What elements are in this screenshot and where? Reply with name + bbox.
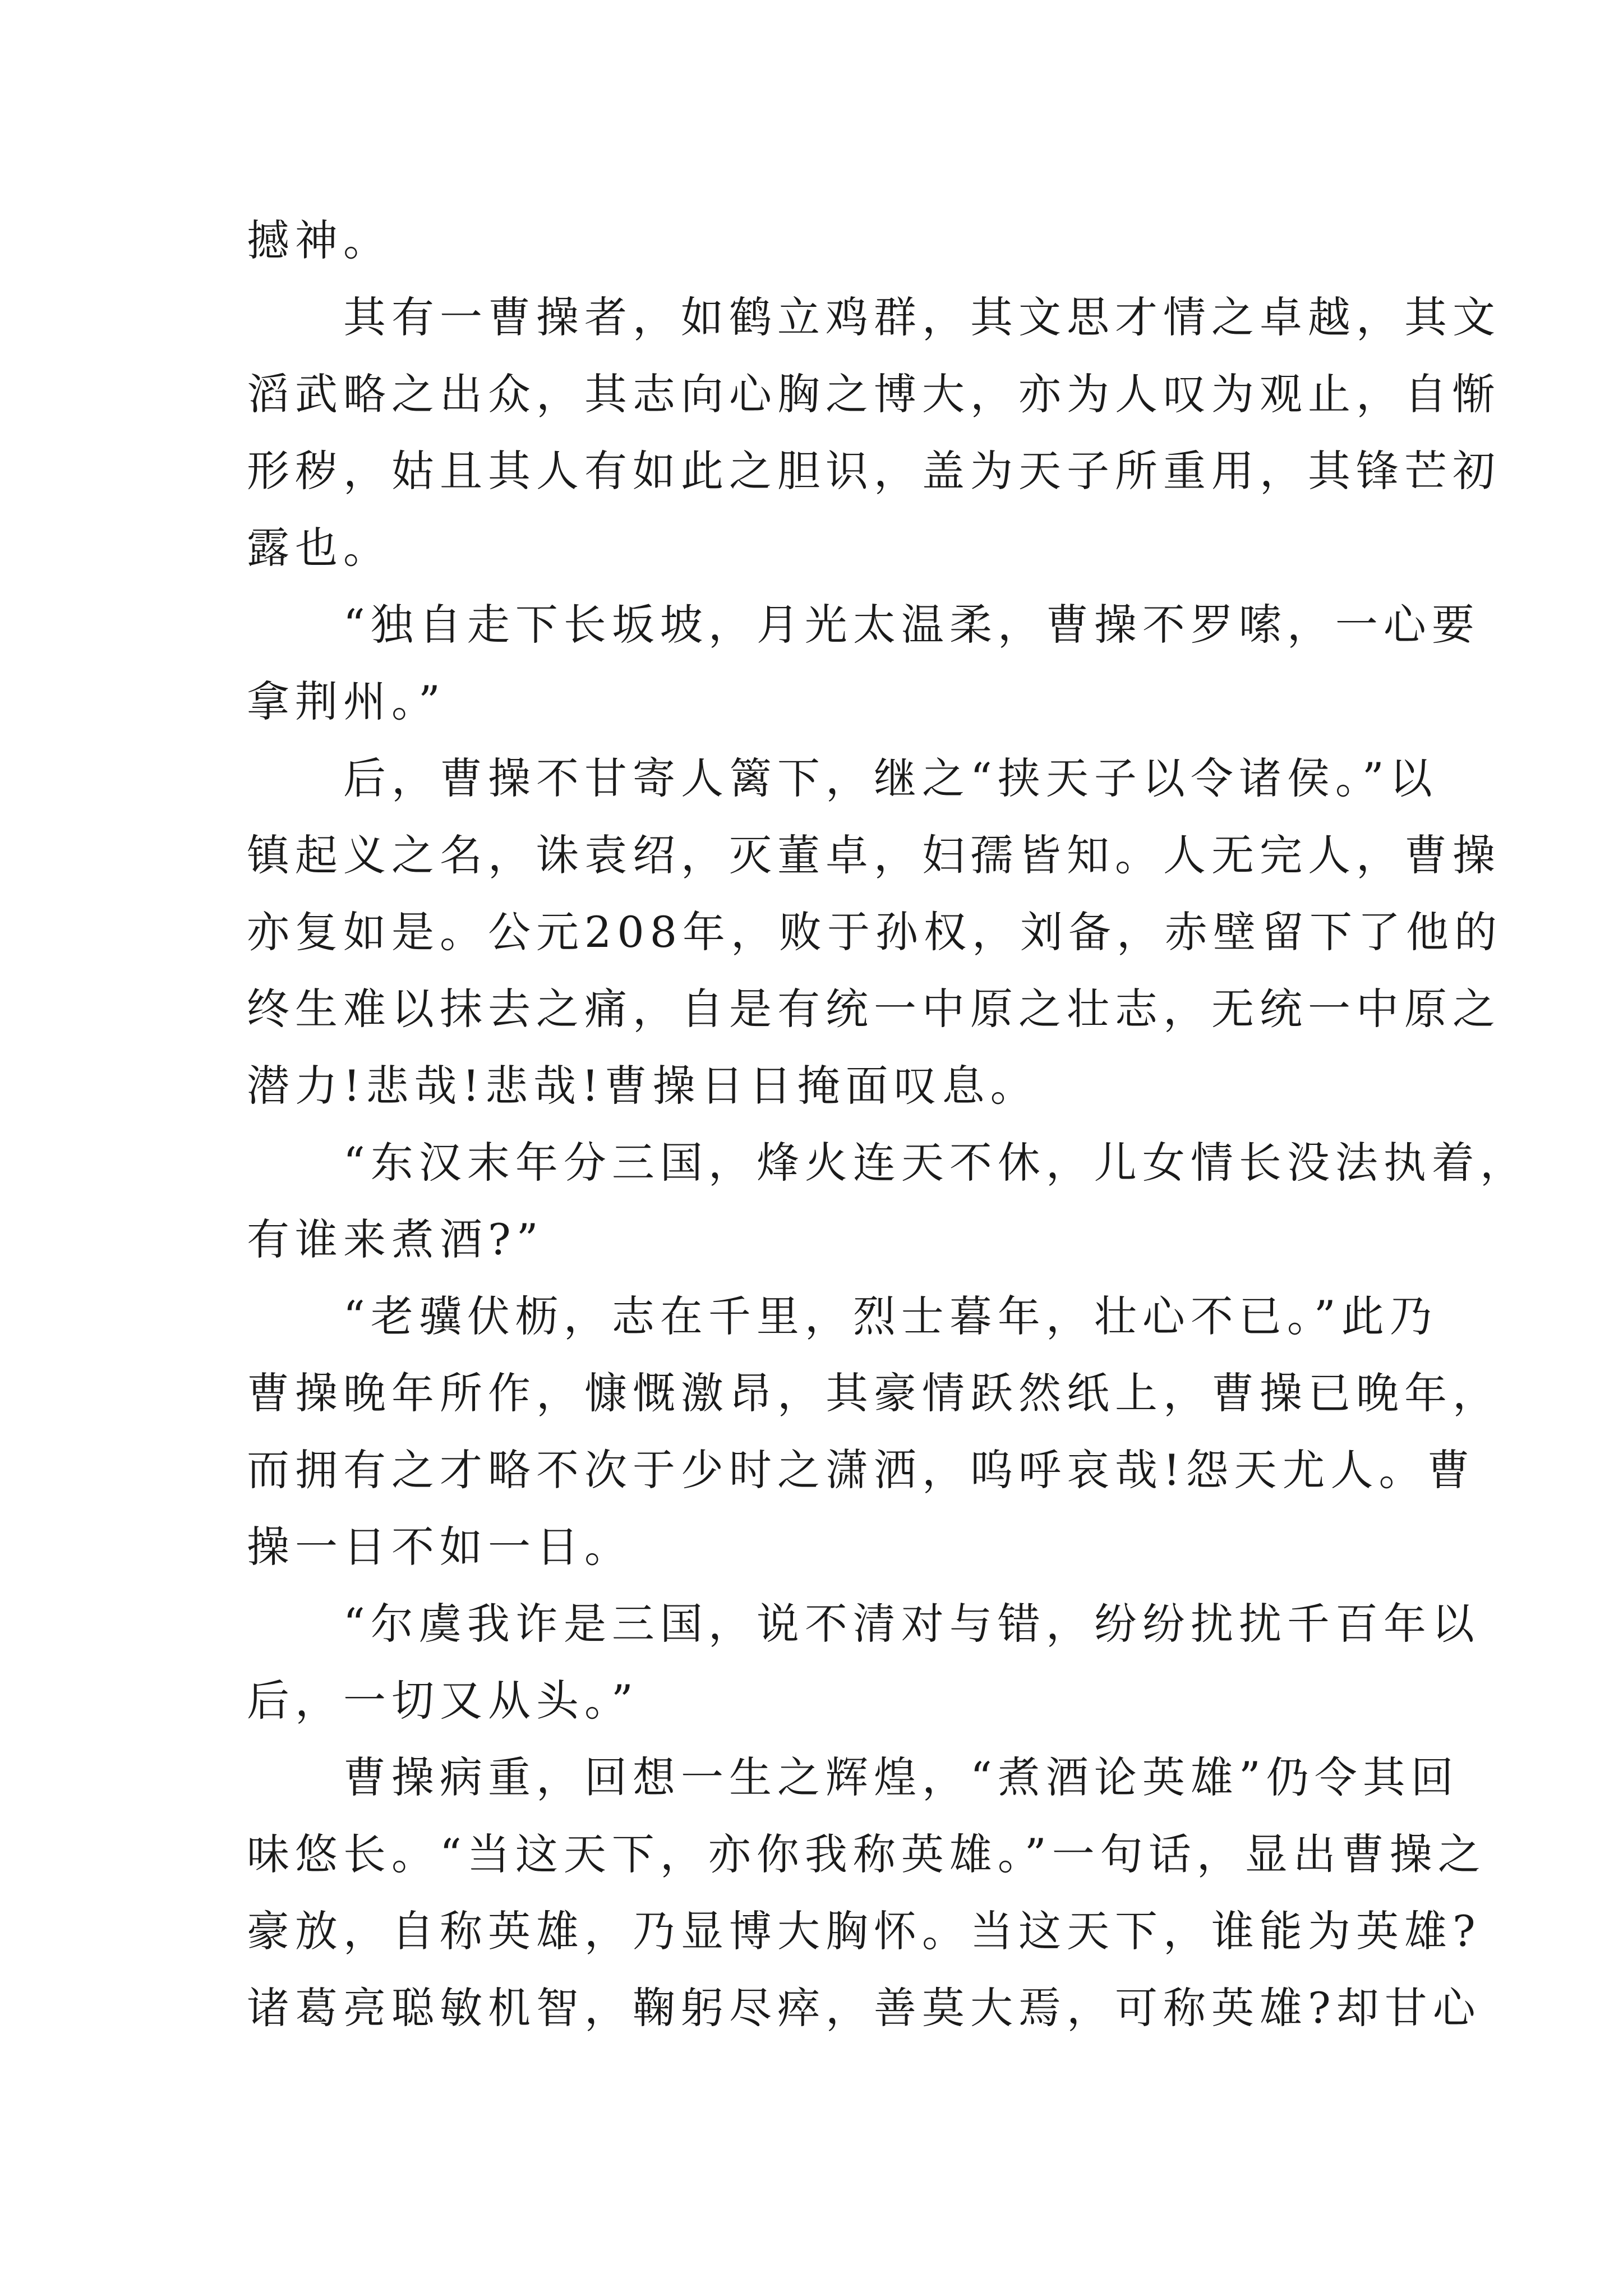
text-line: “独自走下长坂坡，月光太温柔，曹操不罗嗦，一心要	[343, 600, 1480, 650]
text-line: 滔武略之出众，其志向心胸之博大，亦为人叹为观止，自惭	[247, 369, 1501, 419]
text-line: 豪放，自称英雄，乃显博大胸怀。当这天下，谁能为英雄?	[247, 1906, 1481, 1956]
text-line: 形秽，姑且其人有如此之胆识，盖为天子所重用，其锋芒初	[247, 446, 1501, 496]
text-line: 后，一切又从头。”	[247, 1676, 639, 1726]
text-line: 诸葛亮聪敏机智，鞠躬尽瘁，善莫大焉，可称英雄?却甘心	[247, 1983, 1481, 2033]
text-line: 味悠长。“当这天下，亦你我称英雄。”一句话，显出曹操之	[247, 1829, 1486, 1879]
text-line: 曹操病重，回想一生之辉煌，“煮酒论英雄”仍令其回	[343, 1752, 1459, 1802]
text-line: 终生难以抹去之痛，自是有统一中原之壮志，无统一中原之	[247, 984, 1501, 1034]
text-line: “老骥伏枥，志在千里，烈士暮年，壮心不已。”此乃	[343, 1291, 1438, 1341]
text-line: 潜力!悲哉!悲哉!曹操日日掩面叹息。	[247, 1061, 1039, 1111]
text-line: 而拥有之才略不次于少时之潇洒，呜呼哀哉!怨天尤人。曹	[247, 1445, 1476, 1495]
text-line: 有谁来煮酒?”	[247, 1214, 544, 1264]
text-line: 镇起义之名，诛袁绍，灭董卓，妇孺皆知。人无完人，曹操	[247, 830, 1501, 880]
text-line: 后，曹操不甘寄人篱下，继之“挟天子以令诸侯。”以	[343, 753, 1438, 803]
body-text	[247, 202, 1528, 2046]
text-line: 曹操晚年所作，慷慨激昂，其豪情跃然纸上，曹操已晚年，	[247, 1368, 1501, 1418]
text-line: 露也。	[247, 523, 391, 573]
text-line: 操一日不如一日。	[247, 1522, 633, 1572]
text-line: 撼神。	[247, 215, 391, 265]
text-line: “东汉末年分三国，烽火连天不休，儿女情长没法执着，	[343, 1138, 1528, 1188]
text-line: 其有一曹操者，如鹤立鸡群，其文思才情之卓越，其文	[343, 292, 1501, 342]
text-line: “尔虞我诈是三国，说不清对与错，纷纷扰扰千百年以	[343, 1599, 1480, 1649]
text-line: 拿荆州。”	[247, 677, 446, 726]
text-line: 亦复如是。公元208年，败于孙权，刘备，赤壁留下了他的	[247, 907, 1503, 957]
